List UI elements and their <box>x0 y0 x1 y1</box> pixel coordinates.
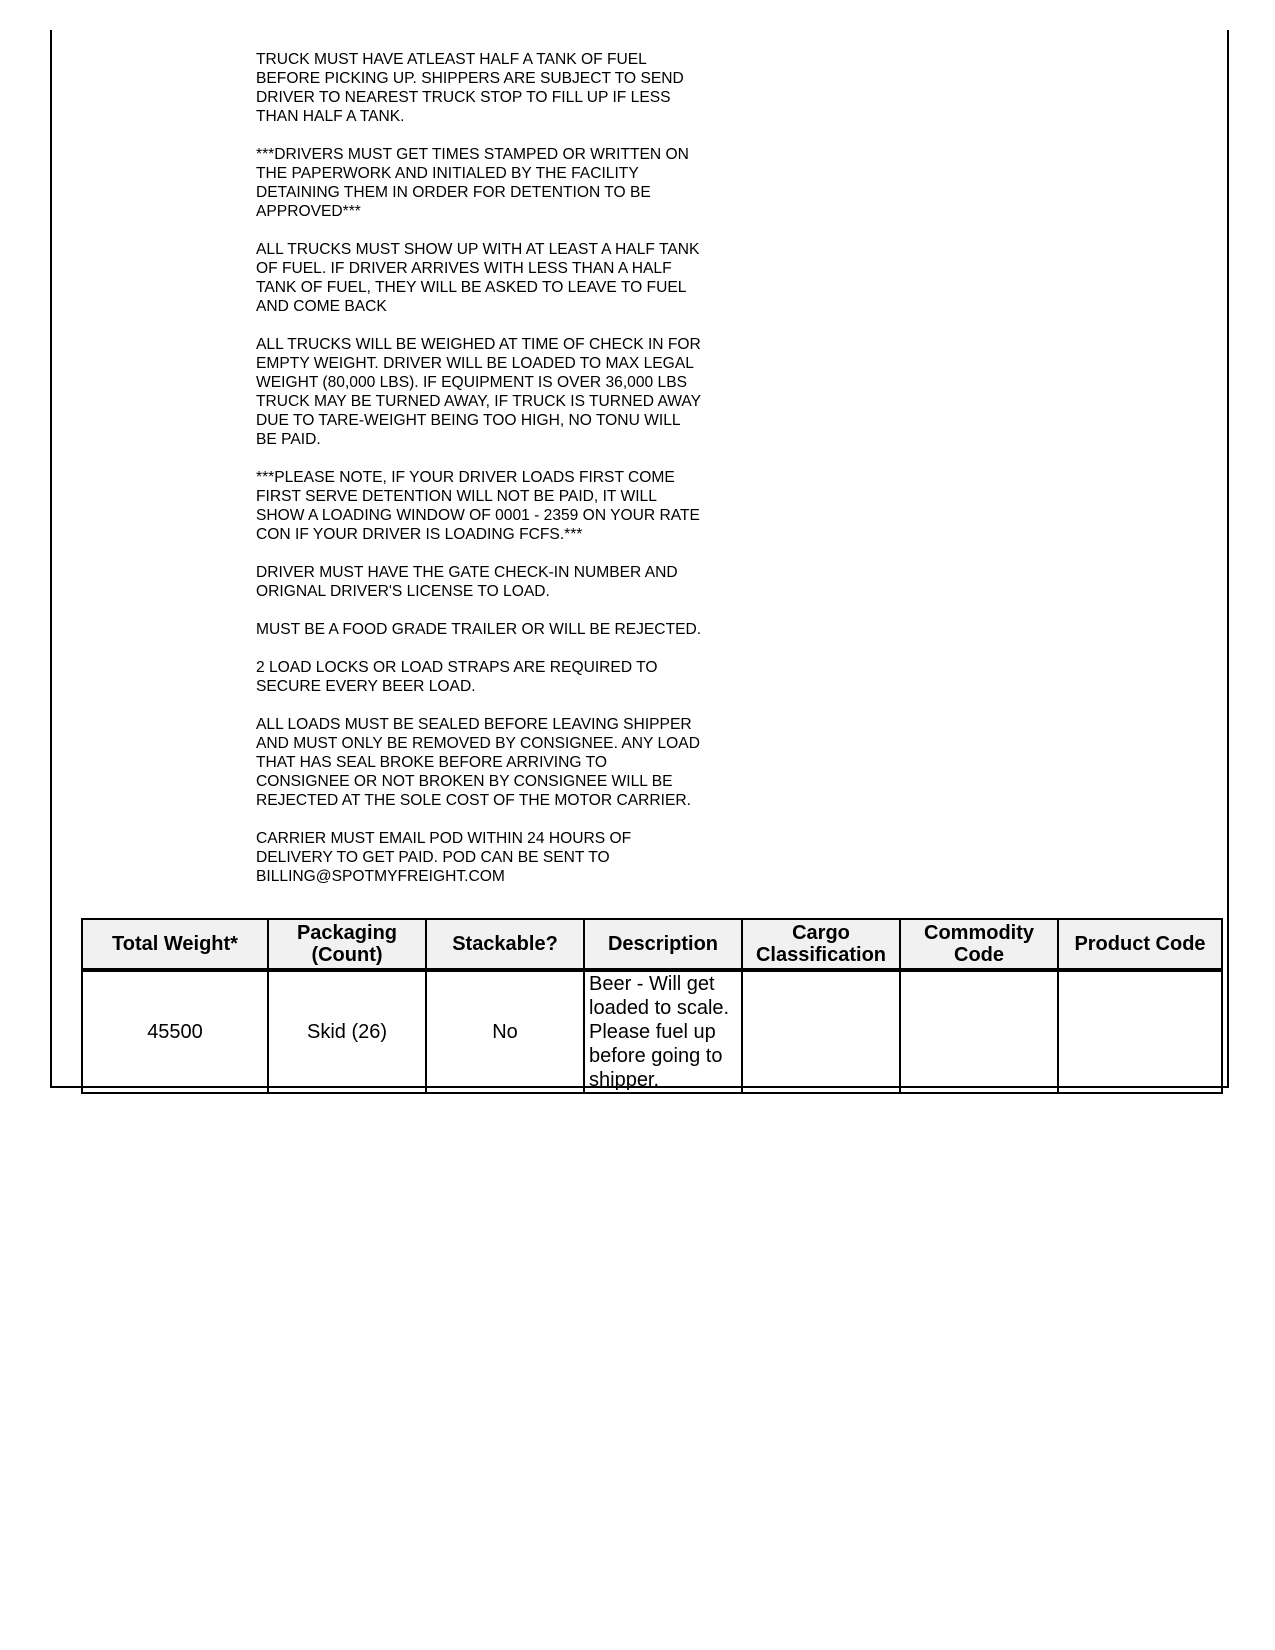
instruction-food-grade-trailer: MUST BE A FOOD GRADE TRAILER OR WILL BE REJECTED. <box>256 621 702 638</box>
header-stackable: Stackable? <box>426 919 584 970</box>
instruction-fuel-half-tank: TRUCK MUST HAVE ATLEAST HALF A TANK OF FUEL BEFORE PICKING UP. SHIPPERS ARE SUBJECT TO SEND DRIVER TO NEAREST TRUCK STOP TO FILL UP IF LESS THAN HALF A TANK. <box>256 51 684 125</box>
instruction-detention-stamp: ***DRIVERS MUST GET TIMES STAMPED OR WRITTEN ON THE PAPERWORK AND INITIALED BY THE FACILITY DETAINING THEM IN ORDER FOR DETENTION TO BE APPROVED*** <box>256 146 689 220</box>
instruction-gate-check-in: DRIVER MUST HAVE THE GATE CHECK-IN NUMBER AND ORIGNAL DRIVER'S LICENSE TO LOAD. <box>256 564 678 600</box>
cell-cargo-classification <box>742 970 900 1093</box>
header-description: Description <box>584 919 742 970</box>
cargo-table <box>81 918 1223 1094</box>
instruction-fcfs-detention: ***PLEASE NOTE, IF YOUR DRIVER LOADS FIRST COME FIRST SERVE DETENTION WILL NOT BE PAID, IT WILL SHOW A LOADING WINDOW OF 0001 - 2359 ON YOUR RATE CON IF YOUR DRIVER IS LOADING FCFS.*** <box>256 469 700 543</box>
cell-description: Beer - Will get loaded to scale. Please fuel up before going to shipper. <box>584 970 742 1093</box>
instruction-email-pod: CARRIER MUST EMAIL POD WITHIN 24 HOURS OF DELIVERY TO GET PAID. POD CAN BE SENT TO BILLING@SPOTMYFREIGHT.COM <box>256 830 632 885</box>
instruction-weigh-in: ALL TRUCKS WILL BE WEIGHED AT TIME OF CHECK IN FOR EMPTY WEIGHT. DRIVER WILL BE LOADED TO MAX LEGAL WEIGHT (80,000 LBS). IF EQUIPMENT IS OVER 36,000 LBS TRUCK MAY BE TURNED AWAY, IF TRUCK IS TURNED AWAY DUE TO TARE-WEIGHT BEING TOO HIGH, NO TONU WILL BE PAID. <box>256 336 702 448</box>
instruction-load-locks: 2 LOAD LOCKS OR LOAD STRAPS ARE REQUIRED TO SECURE EVERY BEER LOAD. <box>256 659 658 695</box>
cargo-table-header-row <box>82 919 1222 970</box>
special-instructions <box>256 50 776 886</box>
cell-commodity-code <box>900 970 1058 1093</box>
cell-product-code <box>1058 970 1222 1093</box>
frame-left-border <box>50 30 52 1088</box>
cell-stackable: No <box>426 970 584 1093</box>
header-packaging: Packaging (Count) <box>268 919 426 970</box>
cell-total-weight: 45500 <box>82 970 268 1093</box>
cell-packaging: Skid (26) <box>268 970 426 1093</box>
header-total-weight: Total Weight* <box>82 919 268 970</box>
header-cargo-classification: Cargo Classification <box>742 919 900 970</box>
instruction-fuel-arrival: ALL TRUCKS MUST SHOW UP WITH AT LEAST A HALF TANK OF FUEL. IF DRIVER ARRIVES WITH LESS THAN A HALF TANK OF FUEL, THEY WILL BE ASKED TO LEAVE TO FUEL AND COME BACK <box>256 241 700 315</box>
frame-right-border <box>1227 30 1229 1088</box>
header-commodity-code: Commodity Code <box>900 919 1058 970</box>
table-row <box>82 970 1222 1093</box>
header-product-code: Product Code <box>1058 919 1222 970</box>
instruction-seal: ALL LOADS MUST BE SEALED BEFORE LEAVING SHIPPER AND MUST ONLY BE REMOVED BY CONSIGNEE. ANY LOAD THAT HAS SEAL BROKE BEFORE ARRIVING TO CONSIGNEE OR NOT BROKEN BY CONSIGNEE WILL BE REJECTED AT THE SOLE COST OF THE MOTOR CARRIER. <box>256 716 700 809</box>
